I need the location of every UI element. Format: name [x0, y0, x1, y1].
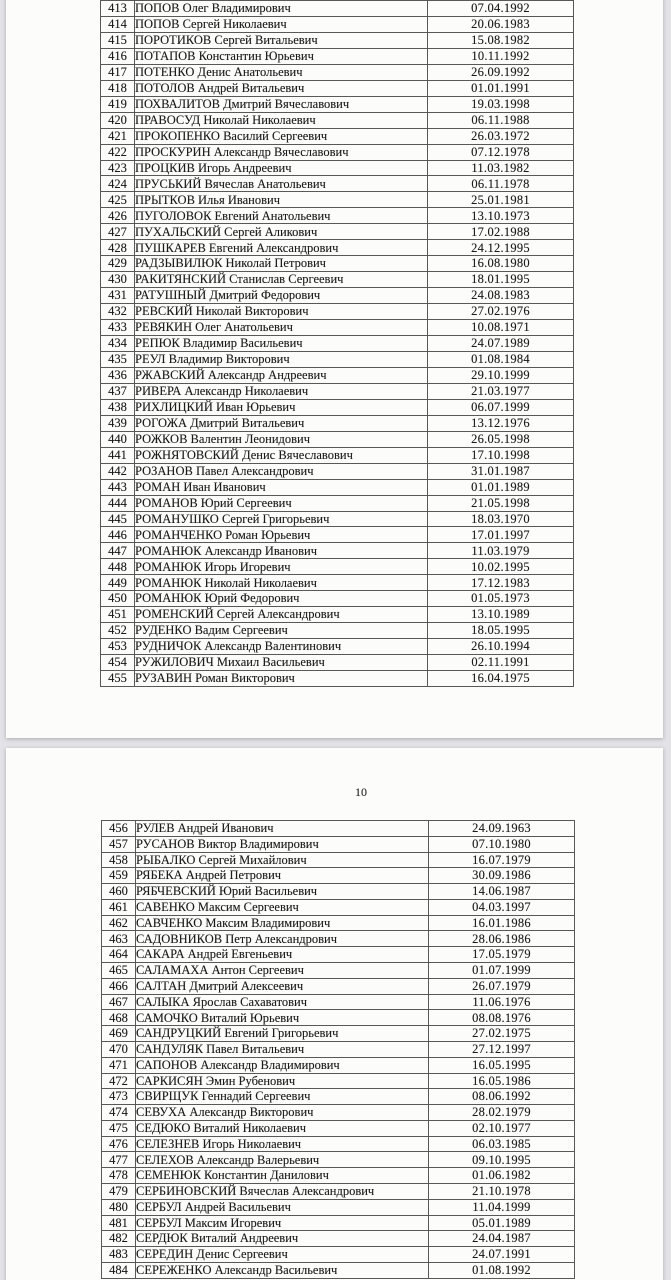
person-name-cell: СЕВУХА Александр Викторович — [136, 1105, 429, 1121]
row-number-cell: 480 — [102, 1199, 136, 1215]
birthdate-cell: 18.01.1995 — [428, 272, 574, 288]
row-number-cell: 421 — [101, 128, 135, 144]
person-name-cell: СЕЛЕХОВ Александр Валерьевич — [136, 1152, 429, 1168]
birthdate-cell: 18.05.1995 — [428, 623, 574, 639]
table-row — [102, 1262, 575, 1278]
table-row — [101, 240, 574, 256]
birthdate-cell: 07.04.1992 — [428, 1, 574, 17]
row-number-cell: 463 — [102, 931, 136, 947]
person-name-cell: РЕВЯКИН Олег Анатольевич — [135, 320, 428, 336]
row-number-cell: 458 — [102, 852, 136, 868]
document-page-2 — [6, 748, 663, 1280]
table-row — [101, 559, 574, 575]
birthdate-cell: 15.08.1982 — [428, 32, 574, 48]
table-row — [102, 884, 575, 900]
table-row — [102, 1041, 575, 1057]
row-number-cell: 453 — [101, 639, 135, 655]
table-row — [101, 48, 574, 64]
row-number-cell: 443 — [101, 479, 135, 495]
table-row — [102, 852, 575, 868]
row-number-cell: 428 — [101, 240, 135, 256]
row-number-cell: 416 — [101, 48, 135, 64]
person-name-cell: СЕРБУЛ Андрей Васильевич — [136, 1199, 429, 1215]
table-row — [101, 607, 574, 623]
person-name-cell: САРКИСЯН Эмин Рубенович — [136, 1073, 429, 1089]
birthdate-cell: 24.07.1991 — [429, 1247, 575, 1263]
birthdate-cell: 02.11.1991 — [428, 655, 574, 671]
row-number-cell: 483 — [102, 1247, 136, 1263]
birthdate-cell: 24.12.1995 — [428, 240, 574, 256]
birthdate-cell: 11.04.1999 — [429, 1199, 575, 1215]
table-row — [102, 1089, 575, 1105]
row-number-cell: 450 — [101, 591, 135, 607]
roster-table-page-1 — [100, 0, 574, 687]
person-name-cell: ПРОСКУРИН Александр Вячеславович — [135, 144, 428, 160]
birthdate-cell: 17.12.1983 — [428, 575, 574, 591]
row-number-cell: 425 — [101, 192, 135, 208]
row-number-cell: 467 — [102, 994, 136, 1010]
table-row — [102, 1026, 575, 1042]
row-number-cell: 452 — [101, 623, 135, 639]
document-page-1 — [6, 0, 663, 738]
person-name-cell: РЕВСКИЙ Николай Викторович — [135, 304, 428, 320]
person-name-cell: САКАРА Андрей Евгеньевич — [136, 947, 429, 963]
birthdate-cell: 24.07.1989 — [428, 336, 574, 352]
roster-table-body — [101, 1, 574, 687]
table-row — [101, 575, 574, 591]
table-row — [101, 256, 574, 272]
birthdate-cell: 16.05.1995 — [429, 1057, 575, 1073]
person-name-cell: РОЖКОВ Валентин Леонидович — [135, 431, 428, 447]
person-name-cell: РИВЕРА Александр Николаевич — [135, 383, 428, 399]
birthdate-cell: 07.10.1980 — [429, 836, 575, 852]
row-number-cell: 482 — [102, 1231, 136, 1247]
birthdate-cell: 26.07.1979 — [429, 978, 575, 994]
person-name-cell: РОМАНЧЕНКО Роман Юрьевич — [135, 527, 428, 543]
birthdate-cell: 21.10.1978 — [429, 1183, 575, 1199]
table-row — [101, 671, 574, 687]
birthdate-cell: 24.09.1963 — [429, 821, 575, 837]
row-number-cell: 444 — [101, 495, 135, 511]
birthdate-cell: 07.12.1978 — [428, 144, 574, 160]
birthdate-cell: 09.10.1995 — [429, 1152, 575, 1168]
row-number-cell: 442 — [101, 463, 135, 479]
person-name-cell: СЕРЕДИН Денис Сергеевич — [136, 1247, 429, 1263]
row-number-cell: 423 — [101, 160, 135, 176]
person-name-cell: РОМАНЮК Игорь Игоревич — [135, 559, 428, 575]
row-number-cell: 430 — [101, 272, 135, 288]
row-number-cell: 472 — [102, 1073, 136, 1089]
birthdate-cell: 19.03.1998 — [428, 96, 574, 112]
birthdate-cell: 02.10.1977 — [429, 1120, 575, 1136]
row-number-cell: 448 — [101, 559, 135, 575]
person-name-cell: САПОНОВ Александр Владимирович — [136, 1057, 429, 1073]
row-number-cell: 422 — [101, 144, 135, 160]
birthdate-cell: 27.02.1975 — [429, 1026, 575, 1042]
person-name-cell: ПОХВАЛИТОВ Дмитрий Вячеславович — [135, 96, 428, 112]
person-name-cell: РЯБЕКА Андрей Петрович — [136, 868, 429, 884]
table-row — [102, 1183, 575, 1199]
birthdate-cell: 01.05.1973 — [428, 591, 574, 607]
person-name-cell: ПУГОЛОВОК Евгений Анатольевич — [135, 208, 428, 224]
table-row — [101, 1, 574, 17]
person-name-cell: ПРАВОСУД Николай Николаевич — [135, 112, 428, 128]
row-number-cell: 464 — [102, 947, 136, 963]
row-number-cell: 471 — [102, 1057, 136, 1073]
person-name-cell: РОЖНЯТОВСКИЙ Денис Вячеславович — [135, 447, 428, 463]
person-name-cell: РЫБАЛКО Сергей Михайлович — [136, 852, 429, 868]
table-row — [101, 543, 574, 559]
table-row — [101, 495, 574, 511]
person-name-cell: ПУШКАРЕВ Евгений Александрович — [135, 240, 428, 256]
row-number-cell: 441 — [101, 447, 135, 463]
birthdate-cell: 18.03.1970 — [428, 511, 574, 527]
row-number-cell: 419 — [101, 96, 135, 112]
table-row — [101, 128, 574, 144]
row-number-cell: 414 — [101, 16, 135, 32]
row-number-cell: 434 — [101, 336, 135, 352]
table-row — [101, 208, 574, 224]
table-row — [102, 1105, 575, 1121]
row-number-cell: 460 — [102, 884, 136, 900]
birthdate-cell: 01.08.1984 — [428, 351, 574, 367]
birthdate-cell: 16.07.1979 — [429, 852, 575, 868]
table-row — [102, 1136, 575, 1152]
person-name-cell: САЛАМАХА Антон Сергеевич — [136, 963, 429, 979]
roster-table-page-2 — [101, 820, 575, 1279]
row-number-cell: 466 — [102, 978, 136, 994]
birthdate-cell: 06.11.1978 — [428, 176, 574, 192]
page-number: 10 — [355, 785, 367, 799]
row-number-cell: 468 — [102, 1010, 136, 1026]
person-name-cell: СЕЛЕЗНЕВ Игорь Николаевич — [136, 1136, 429, 1152]
person-name-cell: РАТУШНЫЙ Дмитрий Федорович — [135, 288, 428, 304]
row-number-cell: 476 — [102, 1136, 136, 1152]
table-row — [101, 479, 574, 495]
person-name-cell: ПРОЦКИВ Игорь Андреевич — [135, 160, 428, 176]
person-name-cell: РУСАНОВ Виктор Владимирович — [136, 836, 429, 852]
birthdate-cell: 17.05.1979 — [429, 947, 575, 963]
person-name-cell: СЕРДЮК Виталий Андреевич — [136, 1231, 429, 1247]
birthdate-cell: 27.02.1976 — [428, 304, 574, 320]
row-number-cell: 462 — [102, 915, 136, 931]
row-number-cell: 418 — [101, 80, 135, 96]
person-name-cell: ПОТАПОВ Константин Юрьевич — [135, 48, 428, 64]
table-row — [102, 915, 575, 931]
birthdate-cell: 10.02.1995 — [428, 559, 574, 575]
row-number-cell: 470 — [102, 1041, 136, 1057]
person-name-cell: РЕПЮК Владимир Васильевич — [135, 336, 428, 352]
row-number-cell: 436 — [101, 367, 135, 383]
row-number-cell: 437 — [101, 383, 135, 399]
row-number-cell: 469 — [102, 1026, 136, 1042]
birthdate-cell: 26.09.1992 — [428, 64, 574, 80]
table-row — [101, 80, 574, 96]
row-number-cell: 415 — [101, 32, 135, 48]
row-number-cell: 447 — [101, 543, 135, 559]
person-name-cell: РОЗАНОВ Павел Александрович — [135, 463, 428, 479]
birthdate-cell: 17.01.1997 — [428, 527, 574, 543]
table-row — [101, 511, 574, 527]
table-row — [101, 224, 574, 240]
birthdate-cell: 29.10.1999 — [428, 367, 574, 383]
table-row — [101, 447, 574, 463]
birthdate-cell: 01.01.1991 — [428, 80, 574, 96]
row-number-cell: 426 — [101, 208, 135, 224]
birthdate-cell: 01.01.1989 — [428, 479, 574, 495]
table-row — [101, 288, 574, 304]
birthdate-cell: 06.07.1999 — [428, 399, 574, 415]
person-name-cell: САЛТАН Дмитрий Алексеевич — [136, 978, 429, 994]
person-name-cell: ПУХАЛЬСКИЙ Сергей Аликович — [135, 224, 428, 240]
person-name-cell: САНДРУЦКИЙ Евгений Григорьевич — [136, 1026, 429, 1042]
row-number-cell: 420 — [101, 112, 135, 128]
person-name-cell: РУДНИЧОК Александр Валентинович — [135, 639, 428, 655]
person-name-cell: РОМАНОВ Юрий Сергеевич — [135, 495, 428, 511]
birthdate-cell: 06.11.1988 — [428, 112, 574, 128]
birthdate-cell: 16.08.1980 — [428, 256, 574, 272]
person-name-cell: ПРОКОПЕНКО Василий Сергеевич — [135, 128, 428, 144]
table-row — [101, 367, 574, 383]
birthdate-cell: 17.02.1988 — [428, 224, 574, 240]
table-row — [102, 1152, 575, 1168]
table-row — [102, 1231, 575, 1247]
table-row — [101, 144, 574, 160]
row-number-cell: 456 — [102, 821, 136, 837]
row-number-cell: 474 — [102, 1105, 136, 1121]
table-row — [102, 1073, 575, 1089]
row-number-cell: 475 — [102, 1120, 136, 1136]
table-row — [101, 96, 574, 112]
person-name-cell: РАКИТЯНСКИЙ Станислав Сергеевич — [135, 272, 428, 288]
person-name-cell: СЕМЕНЮК Константин Данилович — [136, 1168, 429, 1184]
birthdate-cell: 11.03.1979 — [428, 543, 574, 559]
birthdate-cell: 06.03.1985 — [429, 1136, 575, 1152]
person-name-cell: СЕРЕЖЕНКО Александр Васильевич — [136, 1262, 429, 1278]
person-name-cell: РУЛЕВ Андрей Иванович — [136, 821, 429, 837]
table-row — [101, 304, 574, 320]
birthdate-cell: 24.08.1983 — [428, 288, 574, 304]
person-name-cell: САМОЧКО Виталий Юрьевич — [136, 1010, 429, 1026]
table-row — [101, 591, 574, 607]
table-row — [101, 336, 574, 352]
table-row — [102, 947, 575, 963]
row-number-cell: 429 — [101, 256, 135, 272]
person-name-cell: РОМАНУШКО Сергей Григорьевич — [135, 511, 428, 527]
table-row — [102, 1215, 575, 1231]
table-row — [101, 192, 574, 208]
row-number-cell: 427 — [101, 224, 135, 240]
birthdate-cell: 11.06.1976 — [429, 994, 575, 1010]
birthdate-cell: 27.12.1997 — [429, 1041, 575, 1057]
table-row — [102, 868, 575, 884]
table-row — [102, 1199, 575, 1215]
person-name-cell: СЕРБИНОВСКИЙ Вячеслав Александрович — [136, 1183, 429, 1199]
table-row — [102, 1010, 575, 1026]
birthdate-cell: 17.10.1998 — [428, 447, 574, 463]
person-name-cell: ПРУСЬКИЙ Вячеслав Анатольевич — [135, 176, 428, 192]
birthdate-cell: 21.03.1977 — [428, 383, 574, 399]
table-row — [101, 272, 574, 288]
row-number-cell: 433 — [101, 320, 135, 336]
row-number-cell: 457 — [102, 836, 136, 852]
row-number-cell: 451 — [101, 607, 135, 623]
table-row — [101, 463, 574, 479]
birthdate-cell: 24.04.1987 — [429, 1231, 575, 1247]
table-row — [101, 112, 574, 128]
birthdate-cell: 26.03.1972 — [428, 128, 574, 144]
person-name-cell: САВЧЕНКО Максим Владимирович — [136, 915, 429, 931]
row-number-cell: 481 — [102, 1215, 136, 1231]
table-row — [101, 351, 574, 367]
birthdate-cell: 31.01.1987 — [428, 463, 574, 479]
table-row — [101, 415, 574, 431]
table-row — [101, 431, 574, 447]
person-name-cell: СЕДЮКО Виталий Николаевич — [136, 1120, 429, 1136]
birthdate-cell: 30.09.1986 — [429, 868, 575, 884]
table-row — [101, 639, 574, 655]
row-number-cell: 455 — [101, 671, 135, 687]
row-number-cell: 449 — [101, 575, 135, 591]
birthdate-cell: 28.06.1986 — [429, 931, 575, 947]
person-name-cell: РАДЗЫВИЛЮК Николай Петрович — [135, 256, 428, 272]
person-name-cell: СЕРБУЛ Максим Игоревич — [136, 1215, 429, 1231]
table-row — [102, 836, 575, 852]
table-row — [101, 383, 574, 399]
person-name-cell: РУЖИЛОВИЧ Михаил Васильевич — [135, 655, 428, 671]
birthdate-cell: 20.06.1983 — [428, 16, 574, 32]
row-number-cell: 461 — [102, 899, 136, 915]
person-name-cell: ПОТОЛОВ Андрей Витальевич — [135, 80, 428, 96]
birthdate-cell: 13.10.1989 — [428, 607, 574, 623]
table-row — [102, 994, 575, 1010]
person-name-cell: ПОТЕНКО Денис Анатольевич — [135, 64, 428, 80]
person-name-cell: РИХЛИЦКИЙ Иван Юрьевич — [135, 399, 428, 415]
person-name-cell: ПРЫТКОВ Илья Иванович — [135, 192, 428, 208]
birthdate-cell: 01.08.1992 — [429, 1262, 575, 1278]
row-number-cell: 465 — [102, 963, 136, 979]
birthdate-cell: 10.11.1992 — [428, 48, 574, 64]
table-row — [102, 1057, 575, 1073]
person-name-cell: РУДЕНКО Вадим Сергеевич — [135, 623, 428, 639]
birthdate-cell: 01.07.1999 — [429, 963, 575, 979]
table-row — [101, 399, 574, 415]
row-number-cell: 479 — [102, 1183, 136, 1199]
birthdate-cell: 16.01.1986 — [429, 915, 575, 931]
person-name-cell: РОМЕНСКИЙ Сергей Александрович — [135, 607, 428, 623]
row-number-cell: 454 — [101, 655, 135, 671]
birthdate-cell: 26.10.1994 — [428, 639, 574, 655]
row-number-cell: 424 — [101, 176, 135, 192]
birthdate-cell: 10.08.1971 — [428, 320, 574, 336]
birthdate-cell: 21.05.1998 — [428, 495, 574, 511]
person-name-cell: РУЗАВИН Роман Викторович — [135, 671, 428, 687]
row-number-cell: 413 — [101, 1, 135, 17]
birthdate-cell: 14.06.1987 — [429, 884, 575, 900]
table-row — [102, 899, 575, 915]
birthdate-cell: 01.06.1982 — [429, 1168, 575, 1184]
person-name-cell: ПОПОВ Олег Владимирович — [135, 1, 428, 17]
table-row — [101, 176, 574, 192]
row-number-cell: 473 — [102, 1089, 136, 1105]
person-name-cell: САЛЫКА Ярослав Сахаватович — [136, 994, 429, 1010]
table-row — [101, 655, 574, 671]
table-row — [101, 527, 574, 543]
person-name-cell: ПОПОВ Сергей Николаевич — [135, 16, 428, 32]
table-row — [102, 931, 575, 947]
row-number-cell: 446 — [101, 527, 135, 543]
birthdate-cell: 13.10.1973 — [428, 208, 574, 224]
person-name-cell: РЖАВСКИЙ Александр Андреевич — [135, 367, 428, 383]
row-number-cell: 440 — [101, 431, 135, 447]
table-row — [101, 64, 574, 80]
table-row — [101, 320, 574, 336]
person-name-cell: РОМАН Иван Иванович — [135, 479, 428, 495]
birthdate-cell: 05.01.1989 — [429, 1215, 575, 1231]
row-number-cell: 477 — [102, 1152, 136, 1168]
birthdate-cell: 16.04.1975 — [428, 671, 574, 687]
row-number-cell: 445 — [101, 511, 135, 527]
birthdate-cell: 25.01.1981 — [428, 192, 574, 208]
table-row — [102, 821, 575, 837]
row-number-cell: 417 — [101, 64, 135, 80]
row-number-cell: 484 — [102, 1262, 136, 1278]
person-name-cell: ПОРОТИКОВ Сергей Витальевич — [135, 32, 428, 48]
person-name-cell: РОМАНЮК Николай Николаевич — [135, 575, 428, 591]
person-name-cell: РЕУЛ Владимир Викторович — [135, 351, 428, 367]
birthdate-cell: 16.05.1986 — [429, 1073, 575, 1089]
table-row — [102, 978, 575, 994]
person-name-cell: САДОВНИКОВ Петр Александрович — [136, 931, 429, 947]
birthdate-cell: 28.02.1979 — [429, 1105, 575, 1121]
table-row — [101, 16, 574, 32]
table-row — [101, 32, 574, 48]
row-number-cell: 432 — [101, 304, 135, 320]
row-number-cell: 439 — [101, 415, 135, 431]
roster-table-body — [102, 821, 575, 1279]
person-name-cell: РОМАНЮК Александр Иванович — [135, 543, 428, 559]
row-number-cell: 478 — [102, 1168, 136, 1184]
row-number-cell: 435 — [101, 351, 135, 367]
person-name-cell: РЯБЧЕВСКИЙ Юрий Васильевич — [136, 884, 429, 900]
birthdate-cell: 08.08.1976 — [429, 1010, 575, 1026]
table-row — [101, 623, 574, 639]
row-number-cell: 431 — [101, 288, 135, 304]
birthdate-cell: 04.03.1997 — [429, 899, 575, 915]
birthdate-cell: 11.03.1982 — [428, 160, 574, 176]
person-name-cell: РОМАНЮК Юрий Федорович — [135, 591, 428, 607]
table-row — [102, 1247, 575, 1263]
table-row — [102, 1168, 575, 1184]
person-name-cell: САНДУЛЯК Павел Витальевич — [136, 1041, 429, 1057]
table-row — [101, 160, 574, 176]
person-name-cell: СВИРЩУК Геннадий Сергеевич — [136, 1089, 429, 1105]
row-number-cell: 438 — [101, 399, 135, 415]
table-row — [102, 963, 575, 979]
person-name-cell: РОГОЖА Дмитрий Витальевич — [135, 415, 428, 431]
table-row — [102, 1120, 575, 1136]
row-number-cell: 459 — [102, 868, 136, 884]
birthdate-cell: 26.05.1998 — [428, 431, 574, 447]
birthdate-cell: 13.12.1976 — [428, 415, 574, 431]
birthdate-cell: 08.06.1992 — [429, 1089, 575, 1105]
person-name-cell: САВЕНКО Максим Сергеевич — [136, 899, 429, 915]
